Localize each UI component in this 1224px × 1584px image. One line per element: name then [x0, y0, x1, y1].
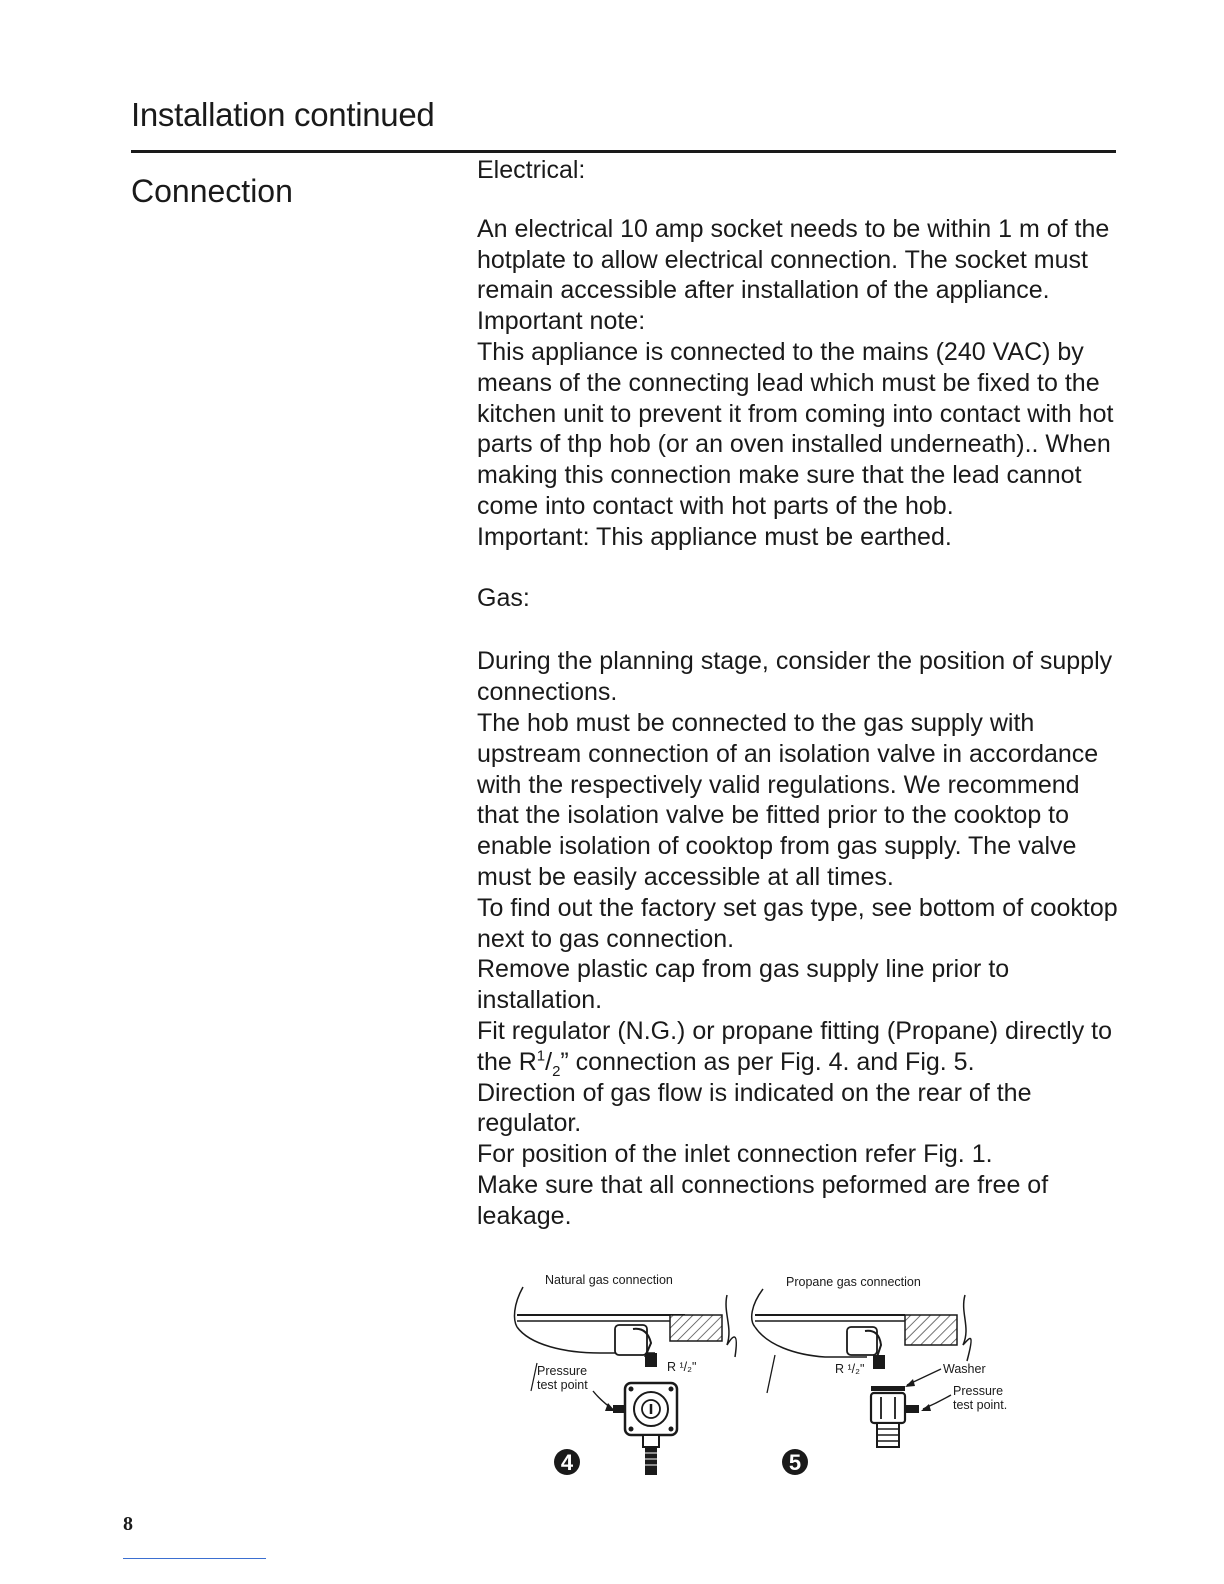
header-divider [131, 150, 1116, 153]
section-title: Connection [131, 173, 293, 209]
electrical-heading: Electrical: [477, 156, 586, 184]
gas-paragraph-fit-regulator: Fit regulator (N.G.) or propane fitting (Propane) directly to the $R^1/_2$” connection as per Fig. 4. and Fig. 5. [477, 1016, 1112, 1080]
figure-5-pressure-label: Pressure [953, 1384, 1004, 1398]
gas-paragraph: To find out the factory set gas type, see bottom of cooktop next to gas connection. [477, 893, 1118, 953]
figure-4-pressure-label: Pressure [537, 1364, 588, 1378]
figure-5-thread-label: R ¹/₂" [835, 1362, 865, 1376]
gas-paragraph: For position of the inlet connection refer Fig. 1. [477, 1140, 993, 1169]
page-number: 8 [123, 1513, 133, 1535]
electrical-paragraph: This appliance is connected to the mains (240 VAC) by means of the connecting lead which must be fixed to the kitchen unit to prevent it from coming into contact with hot parts of thp hob (or an oven installed underneath).. When making this connection make sure that the lead cannot come into contact with hot parts of the hob. [477, 337, 1114, 520]
gas-connection-figures [505, 1265, 1045, 1495]
figure-5-washer-label: Washer [943, 1362, 986, 1376]
gas-paragraph: Remove plastic cap from gas supply line prior to installation. [477, 955, 1010, 1015]
figure-5-number: 5 [788, 1450, 802, 1475]
footer-divider [123, 1558, 266, 1559]
electrical-paragraph: Important note: [477, 307, 646, 336]
gas-paragraph: The hob must be connected to the gas supply with upstream connection of an isolation valve in accordance with the respectively valid regulations. We recommend that the isolation valve be fitted prior to the cooktop to enable isolation of cooktop from gas supply. The valve must be easily accessible at all times. [477, 708, 1099, 891]
figure-5-caption: Propane gas connection [786, 1275, 921, 1289]
figure-5-test-point-label: test point. [953, 1398, 1008, 1412]
gas-paragraph: During the planning stage, consider the position of supply connections. [477, 647, 1113, 707]
figure-4-natural-gas [515, 1273, 737, 1475]
gas-paragraph: Direction of gas flow is indicated on the rear of the regulator. [477, 1078, 1032, 1138]
electrical-paragraph: An electrical 10 amp socket needs to be within 1 m of the hotplate to allow electrical connection. The socket must remain accessible after installation of the appliance. [477, 214, 1110, 305]
figure-5-propane-gas [752, 1275, 1007, 1475]
figure-4-caption: Natural gas connection [545, 1273, 673, 1287]
gas-heading: Gas: [477, 583, 530, 612]
figure-4-thread-label: R ¹/₂" [667, 1360, 697, 1374]
page-header-title: Installation continued [131, 96, 435, 133]
figure-4-test-point-label: test point [537, 1378, 588, 1392]
electrical-paragraph: Important: This appliance must be earthed. [477, 522, 952, 551]
content-column [477, 155, 1127, 1232]
gas-paragraph: Make sure that all connections peformed are free of leakage. [477, 1170, 1049, 1230]
figure-4-number: 4 [560, 1450, 574, 1475]
